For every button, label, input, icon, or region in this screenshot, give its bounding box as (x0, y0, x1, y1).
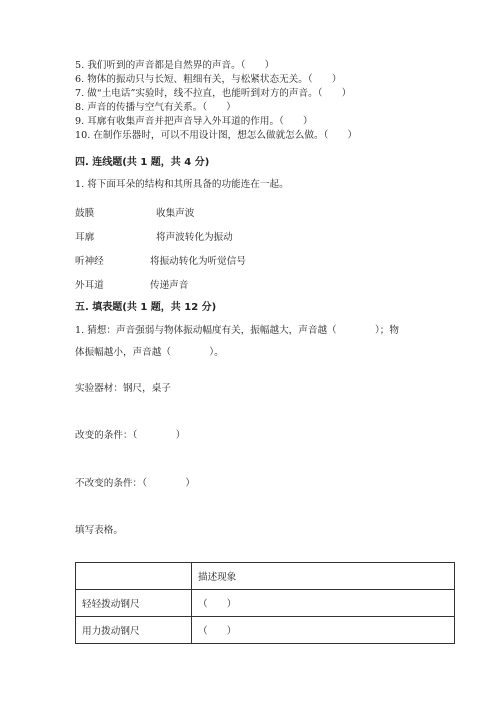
table-row-answer[interactable]: （ ） (192, 617, 455, 644)
match-right-3: 将振动转化为听觉信号 (150, 256, 246, 267)
changed-condition: 改变的条件：（ ） (75, 430, 186, 441)
table-row-answer[interactable]: （ ） (192, 590, 455, 617)
table-header-cell-description: 描述现象 (192, 563, 455, 590)
table-row-label: 轻轻拨动钢尺 (76, 590, 192, 617)
question-item-10: 10. 在制作乐器时，可以不用设计图，想怎么做就怎么做。（ ） (75, 130, 358, 141)
section5-heading: 五. 填表题(共 1 题，共 12 分) (75, 302, 217, 313)
section5-question-line2: 体振幅越小，声音越（ ）。 (75, 347, 224, 358)
section4-question: 1. 将下面耳朵的结构和其所具备的功能连在一起。 (75, 179, 289, 190)
section5-question-line1: 1. 猜想：声音强弱与物体振动幅度有关，振幅越大，声音越（ ）；物 (75, 325, 399, 336)
unchanged-condition: 不改变的条件：（ ） (75, 478, 195, 489)
question-item-6: 6. 物体的振动只与长短、粗细有关，与松紧状态无关。（ ） (75, 74, 342, 85)
table-header-cell-empty (76, 563, 192, 590)
question-item-7: 7. 做“土电话”实验时，线不拉直，也能听到对方的声音。（ ） (75, 88, 352, 99)
question-item-9: 9. 耳廓有收集声音并把声音导入外耳道的作用。（ ） (75, 116, 313, 127)
table-row-label: 用力拨动钢尺 (76, 617, 192, 644)
match-left-2: 耳廓 (75, 232, 95, 243)
table-row (76, 590, 455, 617)
match-right-2: 将声波转化为振动 (156, 232, 233, 243)
table-header-row (76, 563, 455, 590)
table-row (76, 617, 455, 644)
match-left-4: 外耳道 (75, 280, 104, 291)
materials-text: 实验器材：钢尺，桌子 (75, 383, 171, 394)
match-left-3: 听神经 (75, 256, 104, 267)
match-right-1: 收集声波 (156, 208, 195, 219)
observation-table (75, 562, 455, 644)
question-item-8: 8. 声音的传播与空气有关系。（ ） (75, 102, 236, 113)
question-item-5: 5. 我们听到的声音都是自然界的声音。（ ） (75, 60, 275, 71)
match-right-4: 传递声音 (150, 280, 189, 291)
fill-table-instruction: 填写表格。 (75, 525, 123, 536)
match-left-1: 鼓膜 (75, 208, 95, 219)
section4-heading: 四. 连线题(共 1 题，共 4 分) (75, 157, 210, 168)
